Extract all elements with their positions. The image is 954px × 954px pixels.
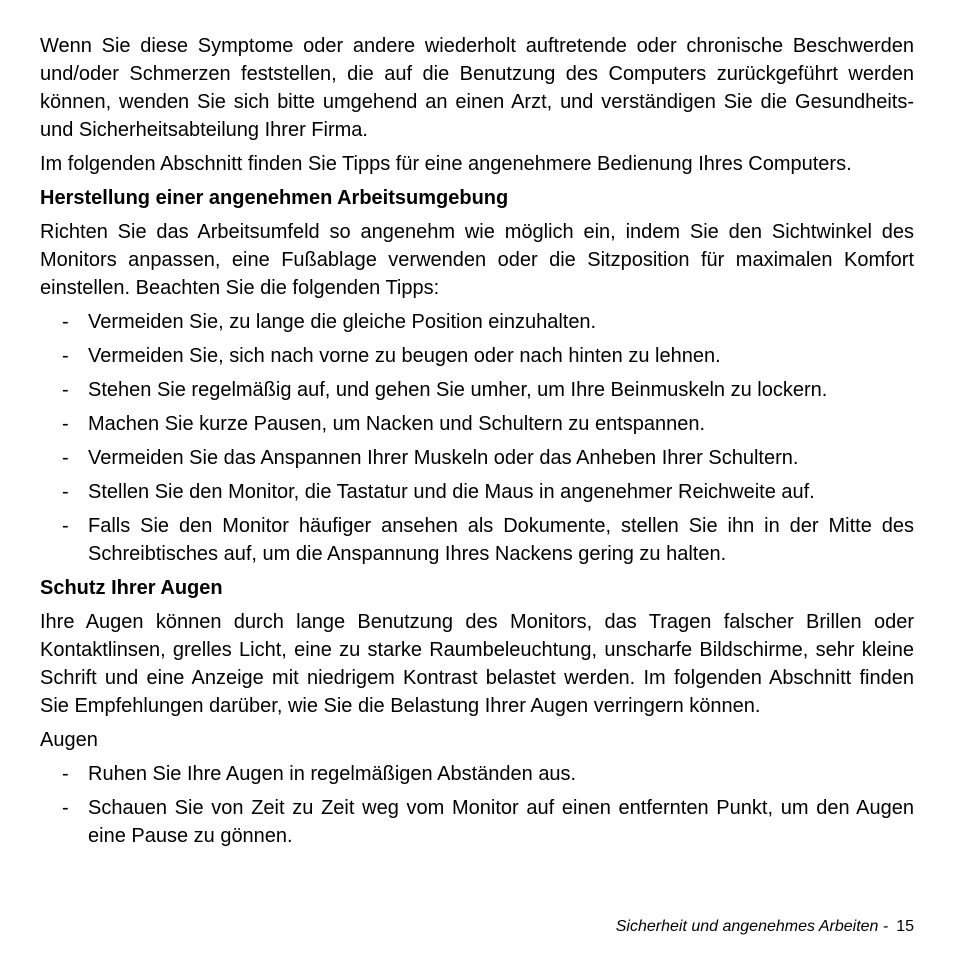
- dash-marker: -: [62, 481, 69, 503]
- dash-marker: -: [62, 345, 69, 367]
- page-footer: [616, 916, 914, 938]
- list-item-text: Stellen Sie den Monitor, die Tastatur und die Maus in angenehmer Reichweite auf.: [88, 481, 815, 503]
- list-item: [40, 308, 914, 336]
- list-item: [40, 760, 914, 788]
- section-1-tips-list: [40, 308, 914, 568]
- footer-title: Sicherheit und angenehmes Arbeiten -: [615, 918, 889, 935]
- section-2-body: Ihre Augen können durch lange Benutzung des Monitors, das Tragen falscher Brillen oder Kontaktlinsen, grelles Licht, eine zu starke Raumbeleuchtung, unscharfe Bildschirme, sehr kleine Schrift und eine Anzeige mit niedrigem Kontrast belastet werden. Im folgenden Abschnitt finden Sie Empfehlungen darüber, wie Sie die Belastung Ihrer Augen verringern können.: [40, 611, 914, 717]
- intro-paragraph-2: Im folgenden Abschnitt finden Sie Tipps für eine angenehmere Bedienung Ihres Computers.: [40, 153, 852, 175]
- page-number: 15: [896, 918, 914, 935]
- list-item: [40, 512, 914, 568]
- section-2-tips-list: [40, 760, 914, 850]
- list-item: [40, 410, 914, 438]
- list-item-text: Ruhen Sie Ihre Augen in regelmäßigen Abständen aus.: [88, 763, 577, 785]
- list-item: [40, 342, 914, 370]
- section-heading-work-environment: Herstellung einer angenehmen Arbeitsumgebung: [40, 187, 509, 209]
- dash-marker: -: [62, 311, 69, 333]
- list-item-text: Vermeiden Sie, zu lange die gleiche Position einzuhalten.: [88, 311, 597, 333]
- list-item-text: Schauen Sie von Zeit zu Zeit weg vom Monitor auf einen entfernten Punkt, um den Augen eine Pause zu gönnen.: [88, 797, 914, 847]
- list-item-text: Vermeiden Sie das Anspannen Ihrer Muskeln oder das Anheben Ihrer Schultern.: [88, 447, 799, 469]
- list-item-text: Vermeiden Sie, sich nach vorne zu beugen oder nach hinten zu lehnen.: [88, 345, 721, 367]
- dash-marker: -: [62, 413, 69, 435]
- list-item-text: Stehen Sie regelmäßig auf, und gehen Sie umher, um Ihre Beinmuskeln zu lockern.: [88, 379, 828, 401]
- list-item: [40, 376, 914, 404]
- dash-marker: -: [62, 379, 69, 401]
- list-item: [40, 794, 914, 850]
- dash-marker: -: [62, 797, 69, 819]
- intro-paragraph-1: Wenn Sie diese Symptome oder andere wiederholt auftretende oder chronische Beschwerden und/oder Schmerzen feststellen, die auf die Benutzung des Computers zurückgeführt werden können, wenden Sie sich bitte umgehend an einen Arzt, und verständigen Sie die Gesundheits- und Sicherheitsabteilung Ihrer Firma.: [40, 35, 914, 141]
- list-item: [40, 478, 914, 506]
- dash-marker: -: [62, 763, 69, 785]
- dash-marker: -: [62, 515, 69, 537]
- document-page: [40, 32, 914, 856]
- dash-marker: -: [62, 447, 69, 469]
- section-heading-eye-protection: Schutz Ihrer Augen: [40, 577, 223, 599]
- subheading-eyes: Augen: [40, 729, 98, 751]
- list-item-text: Falls Sie den Monitor häufiger ansehen als Dokumente, stellen Sie ihn in der Mitte des Schreibtisches auf, um die Anspannung Ihres Nackens gering zu halten.: [88, 515, 914, 565]
- section-1-body: Richten Sie das Arbeitsumfeld so angenehm wie möglich ein, indem Sie den Sichtwinkel des Monitors anpassen, eine Fußablage verwenden oder die Sitzposition für maximalen Komfort einstellen. Beachten Sie die folgenden Tipps:: [40, 221, 914, 299]
- list-item-text: Machen Sie kurze Pausen, um Nacken und Schultern zu entspannen.: [88, 413, 706, 435]
- list-item: [40, 444, 914, 472]
